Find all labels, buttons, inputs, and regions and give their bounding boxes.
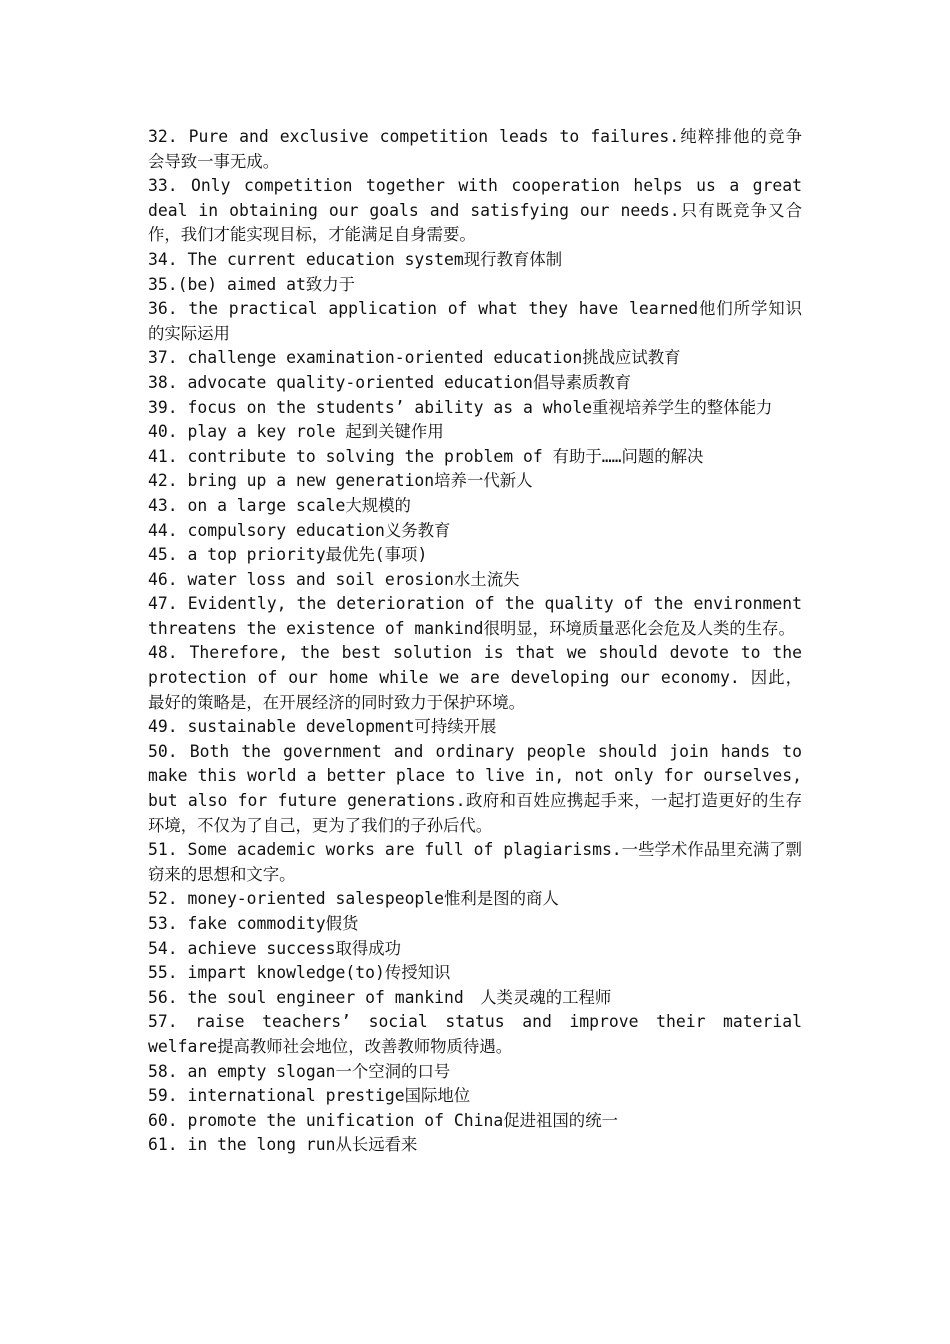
entry-35: 35.(be) aimed at致力于	[148, 274, 356, 294]
entry-39: 39. focus on the students’ ability as a whole重视培养学生的整体能力	[148, 397, 773, 417]
entry-47: 47. Evidently, the deterioration of the quality of the environment threatens the existence of mankind很明显，环境质量恶化会危及人类的生存。	[148, 594, 802, 638]
entry-53: 53. fake commodity假货	[148, 914, 359, 933]
entry-45: 45. a top priority最优先(事项)	[148, 545, 428, 565]
entry-55: 55. impart knowledge(to)传授知识	[148, 963, 451, 983]
entry-54: 54. achieve success取得成功	[148, 938, 402, 958]
entry-60: 60. promote the unification of China促进祖国的统一	[148, 1110, 618, 1130]
entry-44: 44. compulsory education义务教育	[148, 520, 451, 540]
entry-37: 37. challenge examination-oriented education挑战应试教育	[148, 348, 681, 368]
entry-46: 46. water loss and soil erosion水土流失	[148, 569, 520, 589]
entry-52: 52. money-oriented salespeople惟利是图的商人	[148, 889, 559, 909]
entry-57: 57. raise teachers’ social status and improve their material welfare提高教师社会地位，改善教师物质待遇。	[148, 1012, 802, 1056]
entry-61: 61. in the long run从长远看来	[148, 1135, 418, 1155]
entry-36: 36. the practical application of what they have learned他们所学知识的实际运用	[148, 299, 802, 343]
entry-33: 33. Only competition together with cooperation helps us a great deal in obtaining our goals and satisfying our needs.只有既竞争又合作，我们才能实现目标，才能满足自身需要。	[148, 176, 802, 245]
entry-32: 32. Pure and exclusive competition leads to failures.纯粹排他的竞争会导致一事无成。	[148, 127, 802, 171]
entry-41: 41. contribute to solving the problem of 有助于……问题的解决	[148, 446, 704, 466]
entry-43: 43. on a large scale大规模的	[148, 495, 411, 515]
entry-40: 40. play a key role 起到关键作用	[148, 422, 444, 442]
entry-56: 56. the soul engineer of mankind 人类灵魂的工程师	[148, 987, 612, 1007]
entry-50: 50. Both the government and ordinary people should join hands to make this world a better place to live in, not only for ourselves, but also for future generations.政府和百姓应携起手来，一起打造更好的生存环境，不仅为了自己，更为了我们的子孙后代。	[148, 741, 802, 835]
entry-34: 34. The current education system现行教育体制	[148, 249, 563, 269]
entry-51: 51. Some academic works are full of plagiarisms.一些学术作品里充满了剽窃来的思想和文字。	[148, 840, 802, 884]
entry-58: 58. an empty slogan一个空洞的口号	[148, 1061, 451, 1081]
document-page	[148, 125, 802, 1158]
entry-59: 59. international prestige国际地位	[148, 1086, 471, 1106]
entry-38: 38. advocate quality-oriented education倡导素质教育	[148, 372, 632, 392]
entry-42: 42. bring up a new generation培养一代新人	[148, 471, 533, 491]
entry-48: 48. Therefore, the best solution is that we should devote to the protection of our home while we are developing our economy. 因此，最好的策略是，在开展经济的同时致力于保护环境。	[148, 643, 802, 712]
entry-49: 49. sustainable development可持续开展	[148, 717, 497, 737]
